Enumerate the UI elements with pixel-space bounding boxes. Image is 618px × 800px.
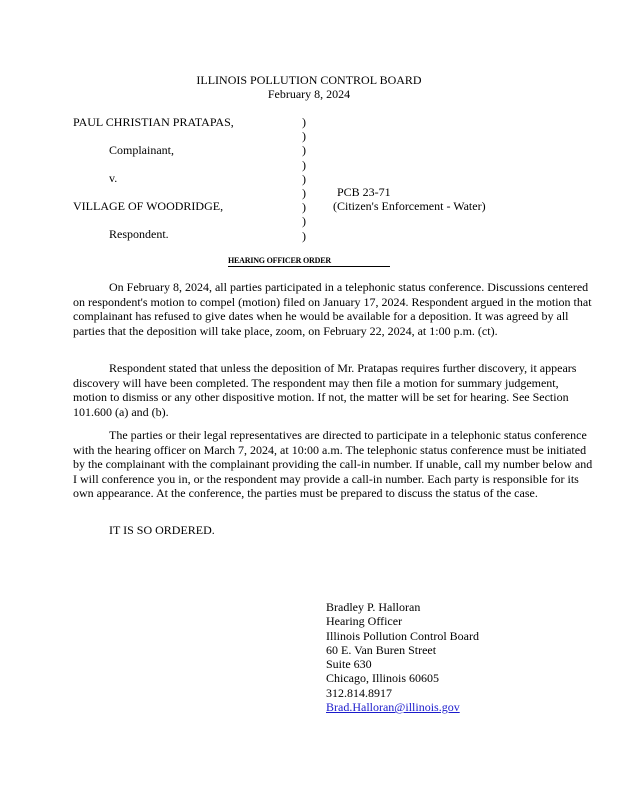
signer-agency: Illinois Pollution Control Board — [326, 628, 480, 643]
complainant-role: Complainant, — [109, 143, 174, 157]
paragraph-3: The parties or their legal representatives are directed to participate in a telephonic status conference with the hearing officer on March 7, 2024, at 10:00 a.m. The telephonic status conference must be initiated by the complainant with the complainant providing the call-in number. If unable, call my number below and I will conference you in, or the respondent may provide a call-in number. Each party is responsible for its own appearance. At the conference, the parties must be prepared to discuss the status of the case. — [73, 428, 593, 500]
signer-phone: 312.814.8917 — [326, 685, 392, 700]
respondent-role: Respondent. — [109, 227, 169, 241]
order-title: HEARING OFFICER ORDER — [228, 256, 390, 267]
versus-label: v. — [109, 171, 118, 185]
paragraph-2: Respondent stated that unless the deposition of Mr. Pratapas requires further discovery, it appears discovery will have been completed. The respondent may then file a motion for summary judgement, motion to dismiss or any other dispositive motion. If not, the matter will be set for hearing. See Section 101.600 (a) and (b). — [73, 361, 577, 419]
paragraph-1: On February 8, 2024, all parties participated in a telephonic status conference. Discussions centered on respondent's motion to compel (motion) filed on January 17, 2024. Respondent argued in the motion that complainant has refused to give dates when he would be available for a deposition. It was agreed by all parties that the deposition will take place, zoom, on February 22, 2024, at 1:00 p.m. (ct). — [73, 280, 592, 338]
signer-suite: Suite 630 — [326, 657, 372, 672]
respondent-name: VILLAGE OF WOODRIDGE, — [73, 199, 224, 213]
agency-heading: ILLINOIS POLLUTION CONTROL BOARD — [196, 73, 422, 87]
signer-email-link[interactable]: Brad.Halloran@illinois.gov — [326, 700, 460, 715]
paragraph-4: IT IS SO ORDERED. — [109, 523, 215, 537]
case-number: PCB 23-71 — [337, 185, 391, 199]
order-date: February 8, 2024 — [267, 87, 351, 101]
signer-street: 60 E. Van Buren Street — [326, 642, 437, 657]
signature-block — [326, 600, 479, 714]
case-type: (Citizen's Enforcement - Water) — [333, 199, 486, 213]
signer-title: Hearing Officer — [326, 614, 403, 629]
caption-parentheses: ) ) ) ) ) ) ) ) ) — [302, 115, 306, 243]
signer-city: Chicago, Illinois 60605 — [326, 671, 439, 686]
signer-name: Bradley P. Halloran — [326, 600, 421, 614]
complainant-name: PAUL CHRISTIAN PRATAPAS, — [73, 115, 234, 129]
